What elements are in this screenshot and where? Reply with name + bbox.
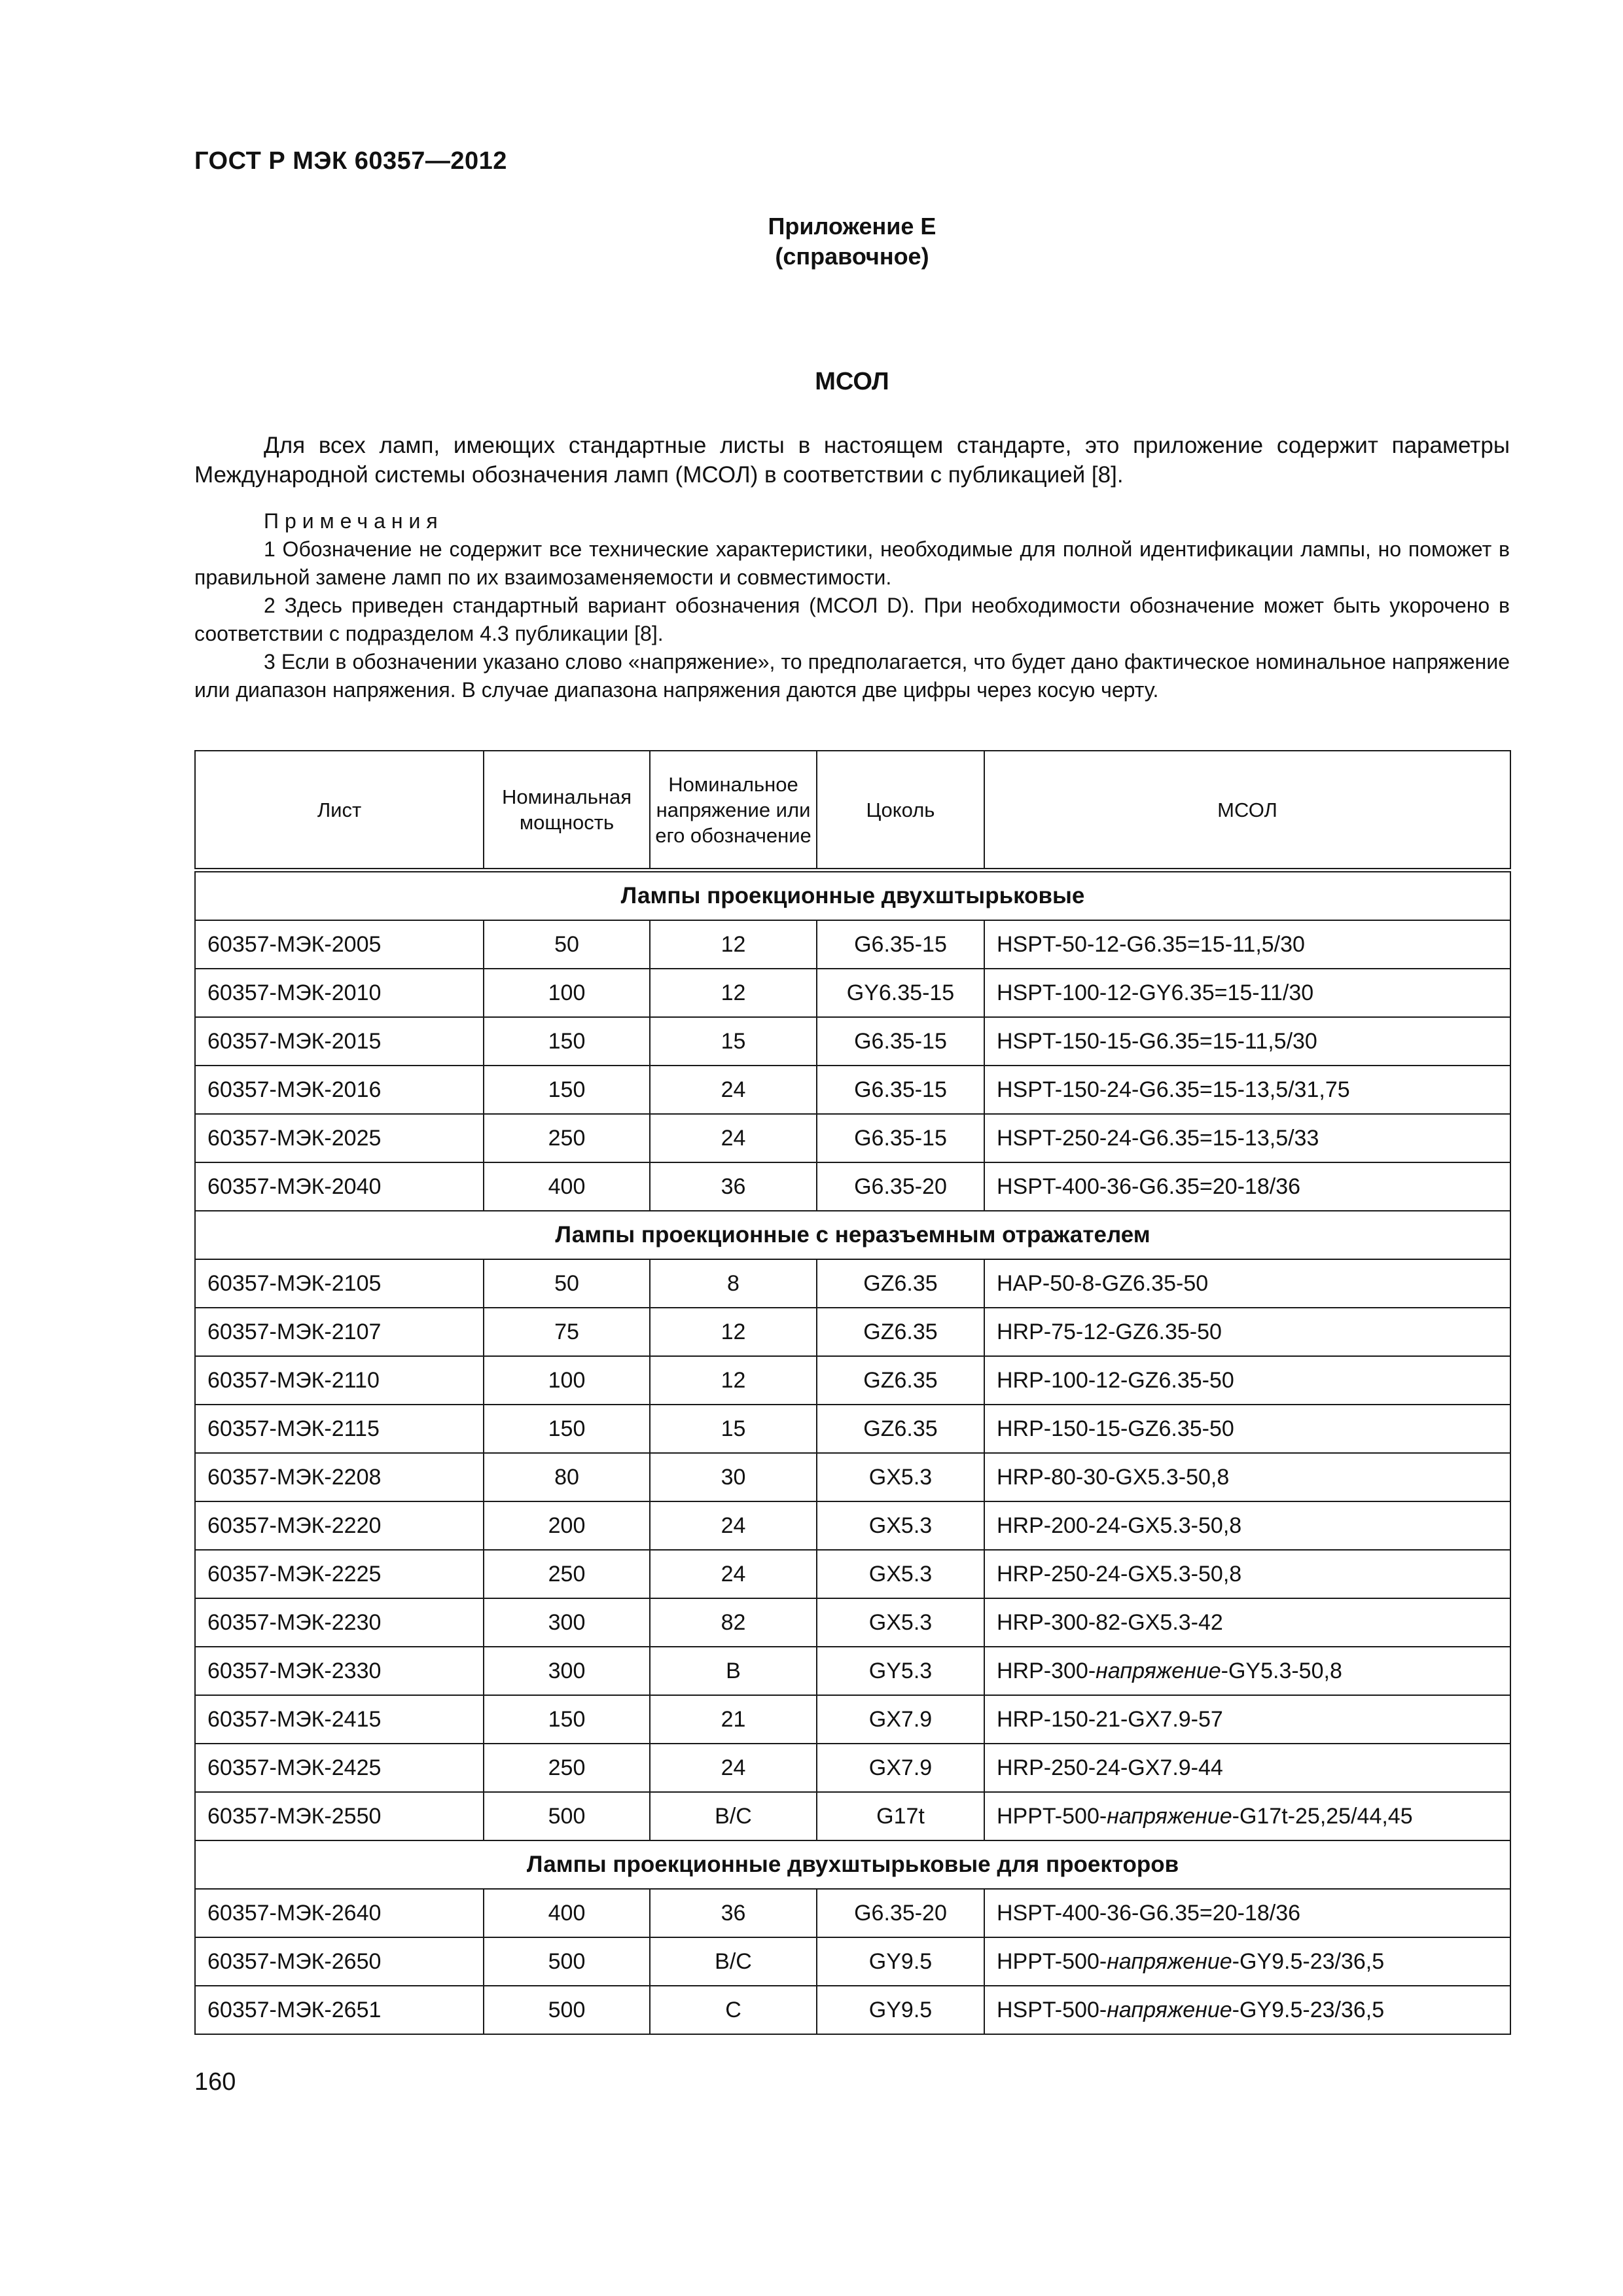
cell-ilcos bbox=[984, 1356, 1510, 1405]
table-group-row bbox=[195, 1211, 1510, 1259]
cell-voltage: 12 bbox=[650, 969, 817, 1017]
ilcos-code-part: HRP-100-12-GZ6.35-50 bbox=[997, 1367, 1234, 1393]
cell-voltage: 24 bbox=[650, 1501, 817, 1550]
cell-sheet: 60357-МЭК-2225 bbox=[195, 1550, 484, 1598]
cell-ilcos bbox=[984, 1744, 1510, 1792]
cell-power: 80 bbox=[484, 1453, 650, 1501]
cell-base: G6.35-15 bbox=[817, 1114, 984, 1162]
cell-ilcos bbox=[984, 1792, 1510, 1840]
cell-sheet: 60357-МЭК-2110 bbox=[195, 1356, 484, 1405]
cell-base: GX5.3 bbox=[817, 1501, 984, 1550]
cell-power: 300 bbox=[484, 1598, 650, 1647]
cell-ilcos bbox=[984, 969, 1510, 1017]
table-row bbox=[195, 1162, 1510, 1211]
cell-ilcos bbox=[984, 1453, 1510, 1501]
table-row bbox=[195, 1647, 1510, 1695]
cell-base: GY6.35-15 bbox=[817, 969, 984, 1017]
cell-voltage: 36 bbox=[650, 1162, 817, 1211]
cell-sheet: 60357-МЭК-2330 bbox=[195, 1647, 484, 1695]
column-header-ilcos: МСОЛ bbox=[984, 751, 1510, 870]
cell-power: 200 bbox=[484, 1501, 650, 1550]
cell-voltage: 21 bbox=[650, 1695, 817, 1744]
cell-power: 150 bbox=[484, 1405, 650, 1453]
standard-header: ГОСТ Р МЭК 60357—2012 bbox=[194, 147, 507, 175]
ilcos-code-part: HRP-250-24-GX7.9-44 bbox=[997, 1755, 1223, 1780]
column-header-sheet: Лист bbox=[195, 751, 484, 870]
ilcos-code-part: HRP-150-21-GX7.9-57 bbox=[997, 1706, 1223, 1732]
ilcos-code-part: -GY9.5-23/36,5 bbox=[1232, 1997, 1385, 2022]
cell-power: 150 bbox=[484, 1695, 650, 1744]
cell-voltage: C bbox=[650, 1986, 817, 2034]
ilcos-voltage-word: напряжение bbox=[1096, 1658, 1221, 1683]
annex-type: (справочное) bbox=[775, 243, 929, 270]
cell-ilcos bbox=[984, 920, 1510, 969]
cell-ilcos bbox=[984, 1017, 1510, 1066]
cell-base: GY9.5 bbox=[817, 1986, 984, 2034]
page-number: 160 bbox=[194, 2068, 236, 2096]
cell-base: G6.35-15 bbox=[817, 1017, 984, 1066]
column-header-base: Цоколь bbox=[817, 751, 984, 870]
ilcos-voltage-word: напряжение bbox=[1107, 1948, 1232, 1974]
cell-sheet: 60357-МЭК-2230 bbox=[195, 1598, 484, 1647]
cell-voltage: 15 bbox=[650, 1017, 817, 1066]
cell-ilcos bbox=[984, 1308, 1510, 1356]
cell-sheet: 60357-МЭК-2115 bbox=[195, 1405, 484, 1453]
ilcos-code-part: HSPT-150-15-G6.35=15-11,5/30 bbox=[997, 1028, 1317, 1054]
table-row bbox=[195, 1744, 1510, 1792]
cell-base: GZ6.35 bbox=[817, 1259, 984, 1308]
cell-power: 150 bbox=[484, 1017, 650, 1066]
cell-ilcos bbox=[984, 1162, 1510, 1211]
cell-base: GX5.3 bbox=[817, 1453, 984, 1501]
ilcos-code-part: HPPT-500- bbox=[997, 1948, 1107, 1974]
cell-base: GZ6.35 bbox=[817, 1308, 984, 1356]
ilcos-code-part: HSPT-50-12-G6.35=15-11,5/30 bbox=[997, 931, 1305, 957]
cell-ilcos bbox=[984, 1066, 1510, 1114]
ilcos-code-part: HRP-75-12-GZ6.35-50 bbox=[997, 1319, 1222, 1344]
cell-sheet: 60357-МЭК-2425 bbox=[195, 1744, 484, 1792]
column-header-voltage: Номинальное напряжение или его обозначение bbox=[650, 751, 817, 870]
cell-power: 500 bbox=[484, 1937, 650, 1986]
document-page bbox=[194, 0, 1510, 2296]
ilcos-code-part: HSPT-400-36-G6.35=20-18/36 bbox=[997, 1900, 1301, 1926]
ilcos-code-part: HSPT-250-24-G6.35=15-13,5/33 bbox=[997, 1125, 1319, 1151]
cell-power: 400 bbox=[484, 1162, 650, 1211]
cell-voltage: 24 bbox=[650, 1550, 817, 1598]
ilcos-code-part: -G17t-25,25/44,45 bbox=[1232, 1803, 1413, 1829]
ilcos-code-part: HRP-300- bbox=[997, 1658, 1096, 1683]
notes-heading: Примечания bbox=[264, 509, 444, 533]
cell-sheet: 60357-МЭК-2105 bbox=[195, 1259, 484, 1308]
cell-ilcos bbox=[984, 1598, 1510, 1647]
cell-sheet: 60357-МЭК-2640 bbox=[195, 1889, 484, 1937]
cell-sheet: 60357-МЭК-2208 bbox=[195, 1453, 484, 1501]
group-title: Лампы проекционные двухштырьковые bbox=[195, 870, 1510, 921]
cell-voltage: 24 bbox=[650, 1744, 817, 1792]
cell-voltage: 12 bbox=[650, 920, 817, 969]
cell-power: 50 bbox=[484, 920, 650, 969]
table-row bbox=[195, 1356, 1510, 1405]
table-row bbox=[195, 1114, 1510, 1162]
ilcos-code-part: HRP-80-30-GX5.3-50,8 bbox=[997, 1464, 1230, 1490]
cell-base: GY9.5 bbox=[817, 1937, 984, 1986]
table-group-row bbox=[195, 870, 1510, 921]
cell-base: G6.35-20 bbox=[817, 1889, 984, 1937]
table-row bbox=[195, 1550, 1510, 1598]
cell-voltage: 24 bbox=[650, 1066, 817, 1114]
cell-base: GZ6.35 bbox=[817, 1405, 984, 1453]
cell-base: GZ6.35 bbox=[817, 1356, 984, 1405]
column-header-power: Номинальная мощность bbox=[484, 751, 650, 870]
cell-base: G6.35-15 bbox=[817, 1066, 984, 1114]
table-body bbox=[195, 870, 1510, 2035]
table-row bbox=[195, 1308, 1510, 1356]
cell-ilcos bbox=[984, 1889, 1510, 1937]
table-row bbox=[195, 1986, 1510, 2034]
cell-ilcos bbox=[984, 1501, 1510, 1550]
cell-base: G17t bbox=[817, 1792, 984, 1840]
cell-power: 50 bbox=[484, 1259, 650, 1308]
table-header-row bbox=[195, 751, 1510, 870]
ilcos-code-part: HRP-300-82-GX5.3-42 bbox=[997, 1609, 1223, 1635]
table-row bbox=[195, 920, 1510, 969]
notes-block bbox=[194, 507, 1510, 704]
note-item: 2 Здесь приведен стандартный вариант обозначения (МСОЛ D). При необходимости обозначение может быть укорочено в соответствии с подразделом 4.3 публикации [8]. bbox=[194, 594, 1510, 645]
cell-voltage: 30 bbox=[650, 1453, 817, 1501]
table-row bbox=[195, 1017, 1510, 1066]
cell-ilcos bbox=[984, 1259, 1510, 1308]
cell-voltage: 8 bbox=[650, 1259, 817, 1308]
cell-voltage: B/C bbox=[650, 1937, 817, 1986]
cell-power: 100 bbox=[484, 969, 650, 1017]
cell-sheet: 60357-МЭК-2010 bbox=[195, 969, 484, 1017]
cell-power: 250 bbox=[484, 1114, 650, 1162]
cell-voltage: B/C bbox=[650, 1792, 817, 1840]
table-row bbox=[195, 1501, 1510, 1550]
cell-power: 500 bbox=[484, 1986, 650, 2034]
cell-power: 400 bbox=[484, 1889, 650, 1937]
cell-power: 100 bbox=[484, 1356, 650, 1405]
cell-voltage: 12 bbox=[650, 1356, 817, 1405]
cell-voltage: 12 bbox=[650, 1308, 817, 1356]
cell-sheet: 60357-МЭК-2040 bbox=[195, 1162, 484, 1211]
cell-sheet: 60357-МЭК-2015 bbox=[195, 1017, 484, 1066]
ilcos-code-part: -GY5.3-50,8 bbox=[1221, 1658, 1342, 1683]
table-row bbox=[195, 1792, 1510, 1840]
note-item: 1 Обозначение не содержит все технические характеристики, необходимые для полной идентификации лампы, но поможет в правильной замене ламп по их взаимозаменяемости и совместимости. bbox=[194, 537, 1510, 589]
group-title: Лампы проекционные двухштырьковые для проекторов bbox=[195, 1840, 1510, 1889]
cell-voltage: B bbox=[650, 1647, 817, 1695]
cell-sheet: 60357-МЭК-2651 bbox=[195, 1986, 484, 2034]
cell-base: GX5.3 bbox=[817, 1550, 984, 1598]
cell-power: 75 bbox=[484, 1308, 650, 1356]
ilcos-code-part: HRP-200-24-GX5.3-50,8 bbox=[997, 1513, 1242, 1538]
ilcos-code-part: HRP-250-24-GX5.3-50,8 bbox=[997, 1561, 1242, 1587]
table-row bbox=[195, 1695, 1510, 1744]
cell-sheet: 60357-МЭК-2005 bbox=[195, 920, 484, 969]
cell-ilcos bbox=[984, 1550, 1510, 1598]
table-row bbox=[195, 1259, 1510, 1308]
table-group-row bbox=[195, 1840, 1510, 1889]
cell-ilcos bbox=[984, 1986, 1510, 2034]
table-row bbox=[195, 1066, 1510, 1114]
table-row bbox=[195, 1598, 1510, 1647]
ilcos-code-part: HSPT-100-12-GY6.35=15-11/30 bbox=[997, 980, 1314, 1005]
cell-sheet: 60357-МЭК-2025 bbox=[195, 1114, 484, 1162]
ilcos-voltage-word: напряжение bbox=[1107, 1803, 1232, 1829]
ilcos-code-part: HPPT-500- bbox=[997, 1803, 1107, 1829]
intro-paragraph: Для всех ламп, имеющих стандартные листы в настоящем стандарте, это приложение содержит параметры Международной системы обозначения ламп (МСОЛ) в соответствии с публикацией [8]. bbox=[194, 433, 1510, 488]
cell-sheet: 60357-МЭК-2107 bbox=[195, 1308, 484, 1356]
section-title: МСОЛ bbox=[815, 368, 889, 395]
table-row bbox=[195, 1405, 1510, 1453]
cell-voltage: 24 bbox=[650, 1114, 817, 1162]
cell-power: 250 bbox=[484, 1550, 650, 1598]
cell-base: GX7.9 bbox=[817, 1695, 984, 1744]
cell-sheet: 60357-МЭК-2550 bbox=[195, 1792, 484, 1840]
cell-base: GX5.3 bbox=[817, 1598, 984, 1647]
cell-base: G6.35-15 bbox=[817, 920, 984, 969]
annex-title: Приложение Е bbox=[768, 213, 936, 240]
cell-power: 300 bbox=[484, 1647, 650, 1695]
cell-power: 500 bbox=[484, 1792, 650, 1840]
cell-sheet: 60357-МЭК-2220 bbox=[195, 1501, 484, 1550]
cell-ilcos bbox=[984, 1695, 1510, 1744]
ilcos-code-part: HSPT-500- bbox=[997, 1997, 1107, 2022]
ilcos-code-part: HAP-50-8-GZ6.35-50 bbox=[997, 1270, 1209, 1296]
cell-ilcos bbox=[984, 1647, 1510, 1695]
group-title: Лампы проекционные с неразъемным отражателем bbox=[195, 1211, 1510, 1259]
cell-voltage: 36 bbox=[650, 1889, 817, 1937]
ilcos-voltage-word: напряжение bbox=[1107, 1997, 1232, 2022]
cell-sheet: 60357-МЭК-2650 bbox=[195, 1937, 484, 1986]
cell-power: 150 bbox=[484, 1066, 650, 1114]
table-row bbox=[195, 1453, 1510, 1501]
table-row bbox=[195, 1937, 1510, 1986]
cell-ilcos bbox=[984, 1405, 1510, 1453]
cell-base: GX7.9 bbox=[817, 1744, 984, 1792]
cell-base: GY5.3 bbox=[817, 1647, 984, 1695]
cell-sheet: 60357-МЭК-2016 bbox=[195, 1066, 484, 1114]
ilcos-code-part: HSPT-400-36-G6.35=20-18/36 bbox=[997, 1174, 1301, 1199]
cell-sheet: 60357-МЭК-2415 bbox=[195, 1695, 484, 1744]
cell-voltage: 15 bbox=[650, 1405, 817, 1453]
cell-ilcos bbox=[984, 1114, 1510, 1162]
cell-ilcos bbox=[984, 1937, 1510, 1986]
cell-voltage: 82 bbox=[650, 1598, 817, 1647]
ilcos-code-part: -GY9.5-23/36,5 bbox=[1232, 1948, 1385, 1974]
table-row bbox=[195, 969, 1510, 1017]
ilcos-code-part: HRP-150-15-GZ6.35-50 bbox=[997, 1416, 1234, 1441]
cell-base: G6.35-20 bbox=[817, 1162, 984, 1211]
ilcos-table bbox=[194, 750, 1511, 2035]
note-item: 3 Если в обозначении указано слово «напряжение», то предполагается, что будет дано фактическое номинальное напряжение или диапазон напряжения. В случае диапазона напряжения даются две цифры через косую черту. bbox=[194, 650, 1510, 702]
ilcos-code-part: HSPT-150-24-G6.35=15-13,5/31,75 bbox=[997, 1077, 1350, 1102]
table-row bbox=[195, 1889, 1510, 1937]
cell-power: 250 bbox=[484, 1744, 650, 1792]
